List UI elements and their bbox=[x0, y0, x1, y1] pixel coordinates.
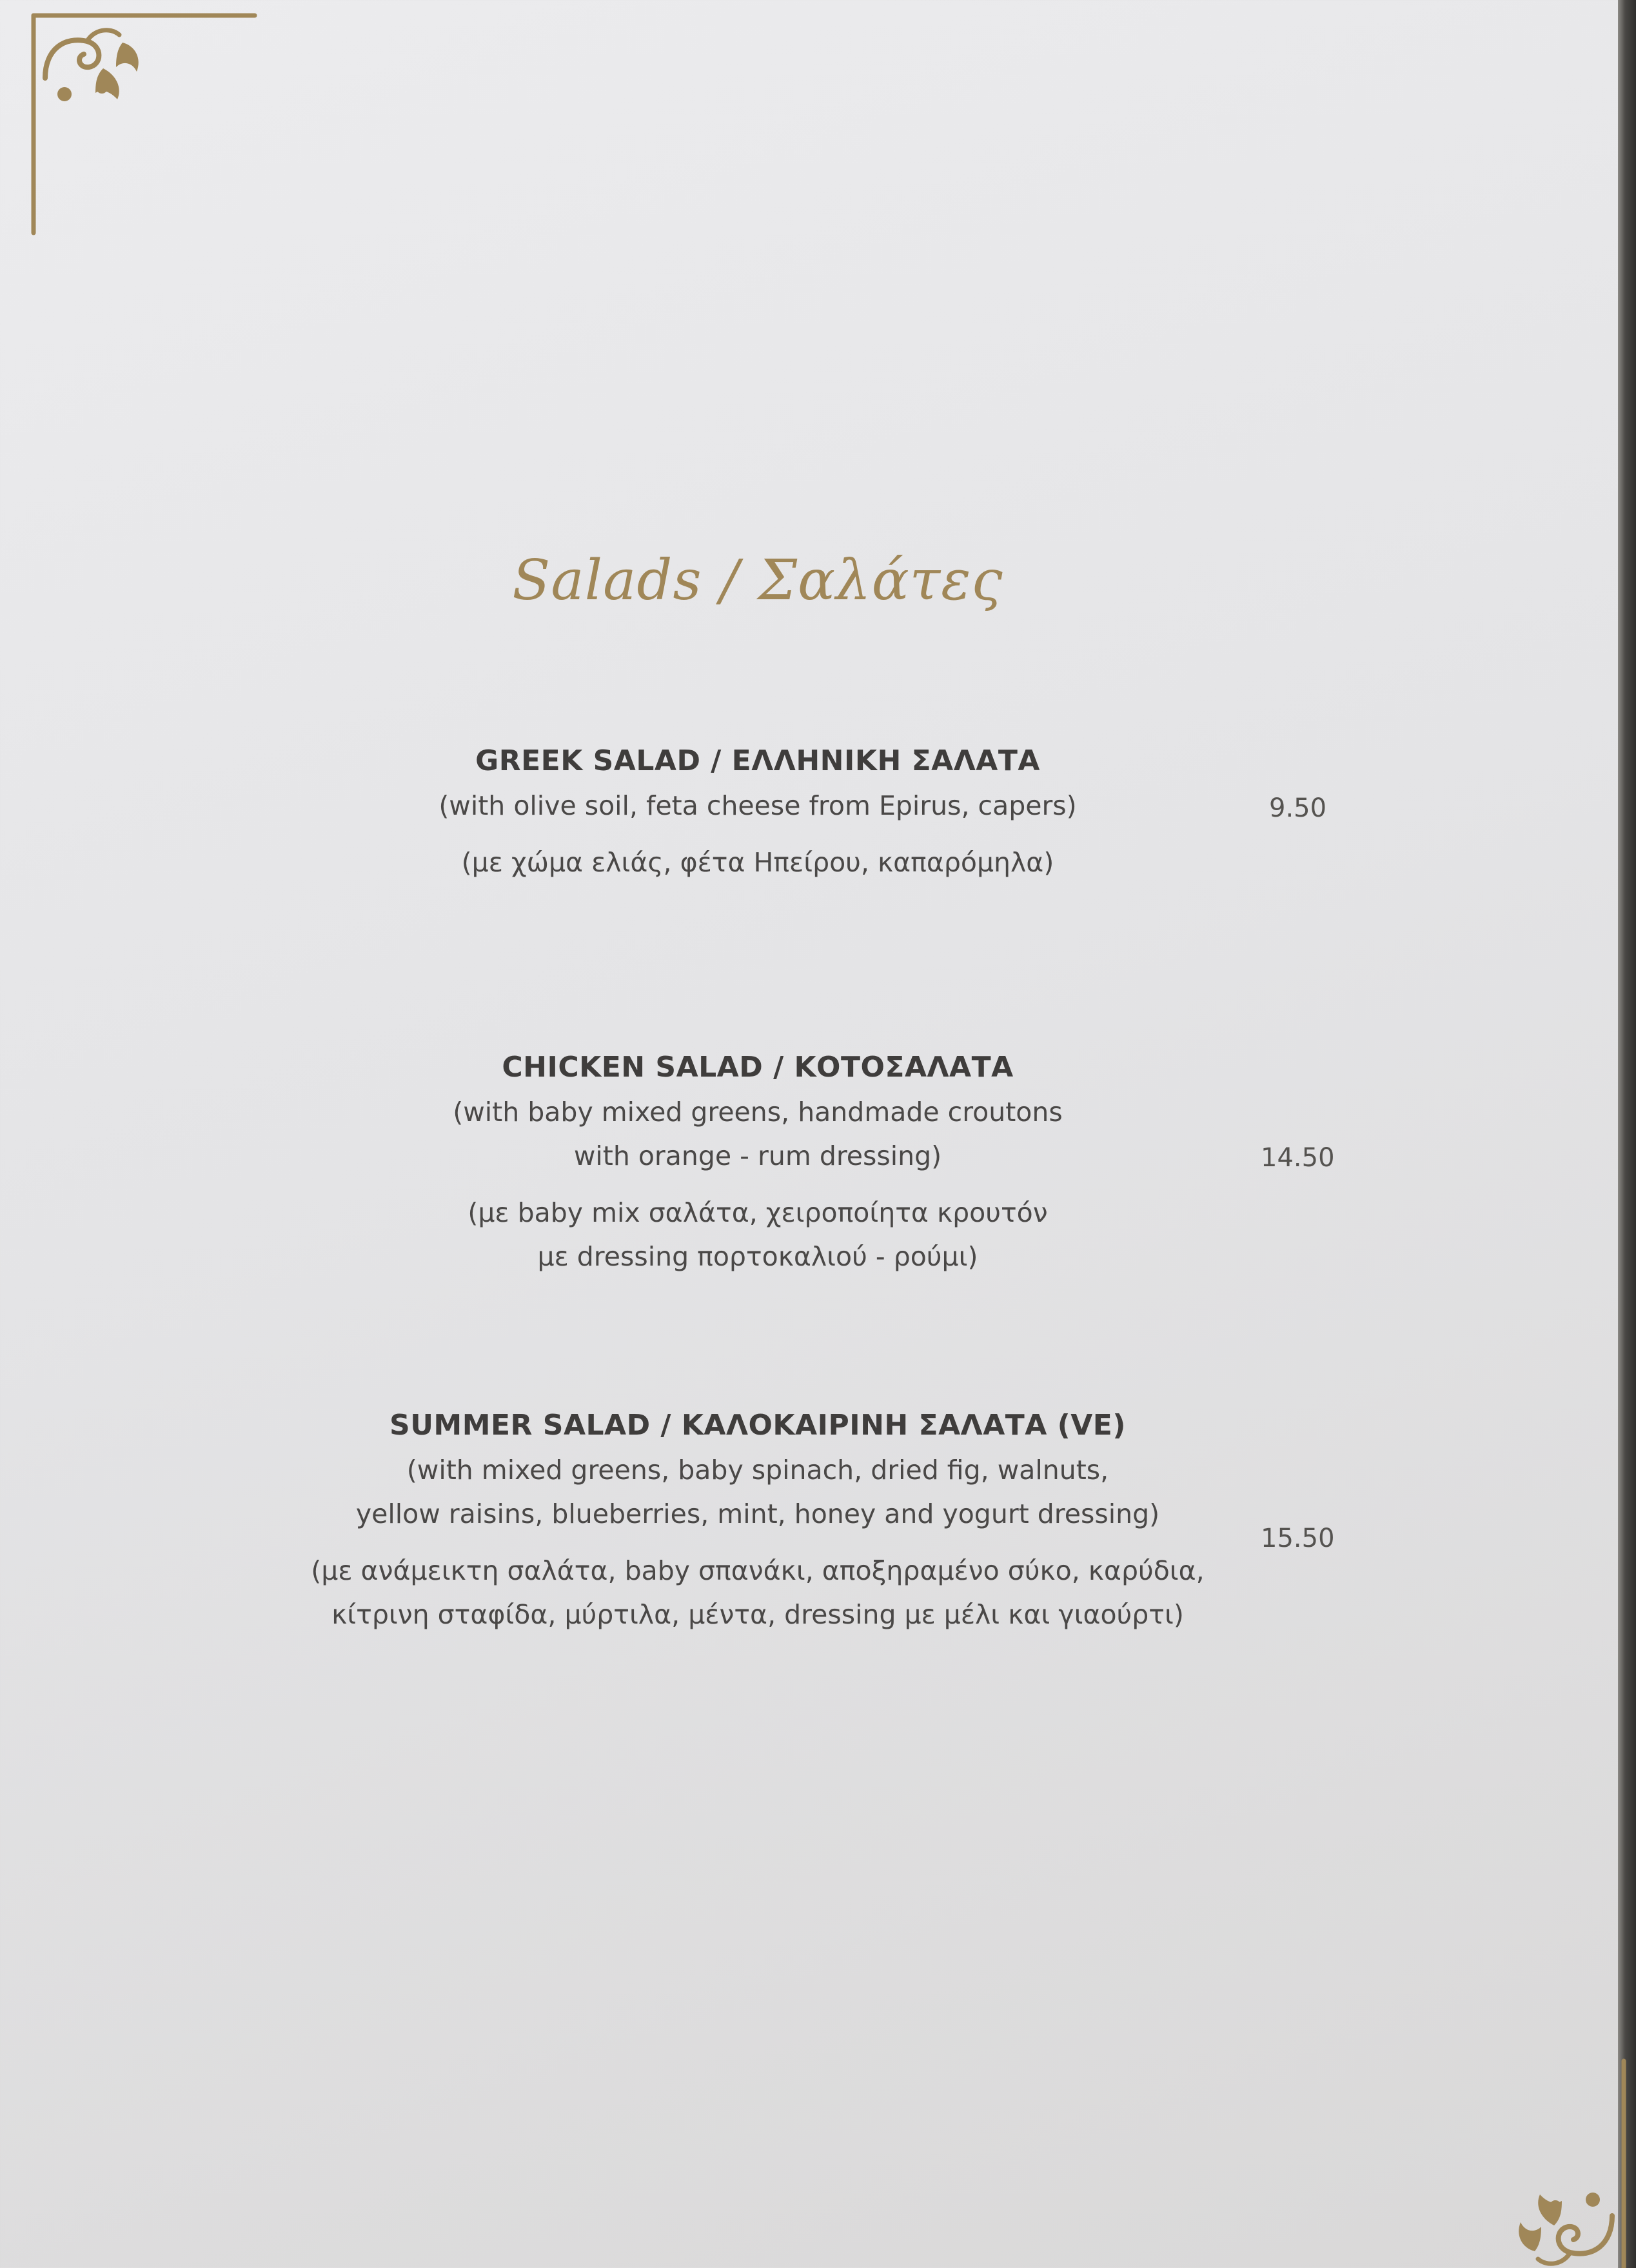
ornamental-corner-icon bbox=[1361, 2013, 1631, 2268]
menu-item-description-gr: (με χώμα ελιάς, φέτα Ηπείρου, καπαρόμηλα) bbox=[461, 847, 1054, 878]
menu-item bbox=[258, 739, 1257, 884]
menu-item-name: CHICKEN SALAD / ΚΟΤΟΣΑΛΑΤΑ bbox=[502, 1051, 1014, 1084]
menu-item-description-en: (with mixed greens, baby spinach, dried fig, walnuts, bbox=[406, 1455, 1109, 1486]
menu-item-description-gr: με dressing πορτοκαλιού - ρούμι) bbox=[537, 1241, 978, 1272]
menu-item-description-en: yellow raisins, blueberries, mint, honey and yogurt dressing) bbox=[355, 1498, 1160, 1529]
page-edge-shadow bbox=[1618, 0, 1636, 2268]
menu-item-price: 9.50 bbox=[1269, 793, 1327, 823]
menu-item-description-en: (with baby mixed greens, handmade croutons bbox=[453, 1097, 1063, 1128]
menu-item-description-en: with orange - rum dressing) bbox=[573, 1140, 942, 1171]
menu-item-description-en: (with olive soil, feta cheese from Epirus, capers) bbox=[439, 790, 1077, 821]
menu-item-name: SUMMER SALAD / ΚΑΛΟΚΑΙΡΙΝΗ ΣΑΛΑΤΑ (VE) bbox=[389, 1409, 1126, 1442]
menu-item-price: 14.50 bbox=[1261, 1143, 1335, 1173]
menu-item-price: 15.50 bbox=[1261, 1524, 1335, 1553]
menu-section-title: Salads / Σαλάτες bbox=[512, 548, 1003, 613]
menu-item bbox=[258, 1403, 1257, 1636]
menu-item-description-gr: (με baby mix σαλάτα, χειροποίητα κρουτόν bbox=[468, 1197, 1048, 1228]
menu-item-description-gr: κίτρινη σταφίδα, μύρτιλα, μέντα, dressing με μέλι και γιαούρτι) bbox=[331, 1599, 1184, 1630]
menu-item bbox=[258, 1045, 1257, 1278]
menu-item-name: GREEK SALAD / ΕΛΛΗΝΙΚΗ ΣΑΛΑΤΑ bbox=[475, 744, 1040, 777]
ornamental-corner-icon bbox=[26, 10, 297, 281]
menu-item-description-gr: (με ανάμεικτη σαλάτα, baby σπανάκι, αποξηραμένο σύκο, καρύδια, bbox=[311, 1555, 1205, 1586]
